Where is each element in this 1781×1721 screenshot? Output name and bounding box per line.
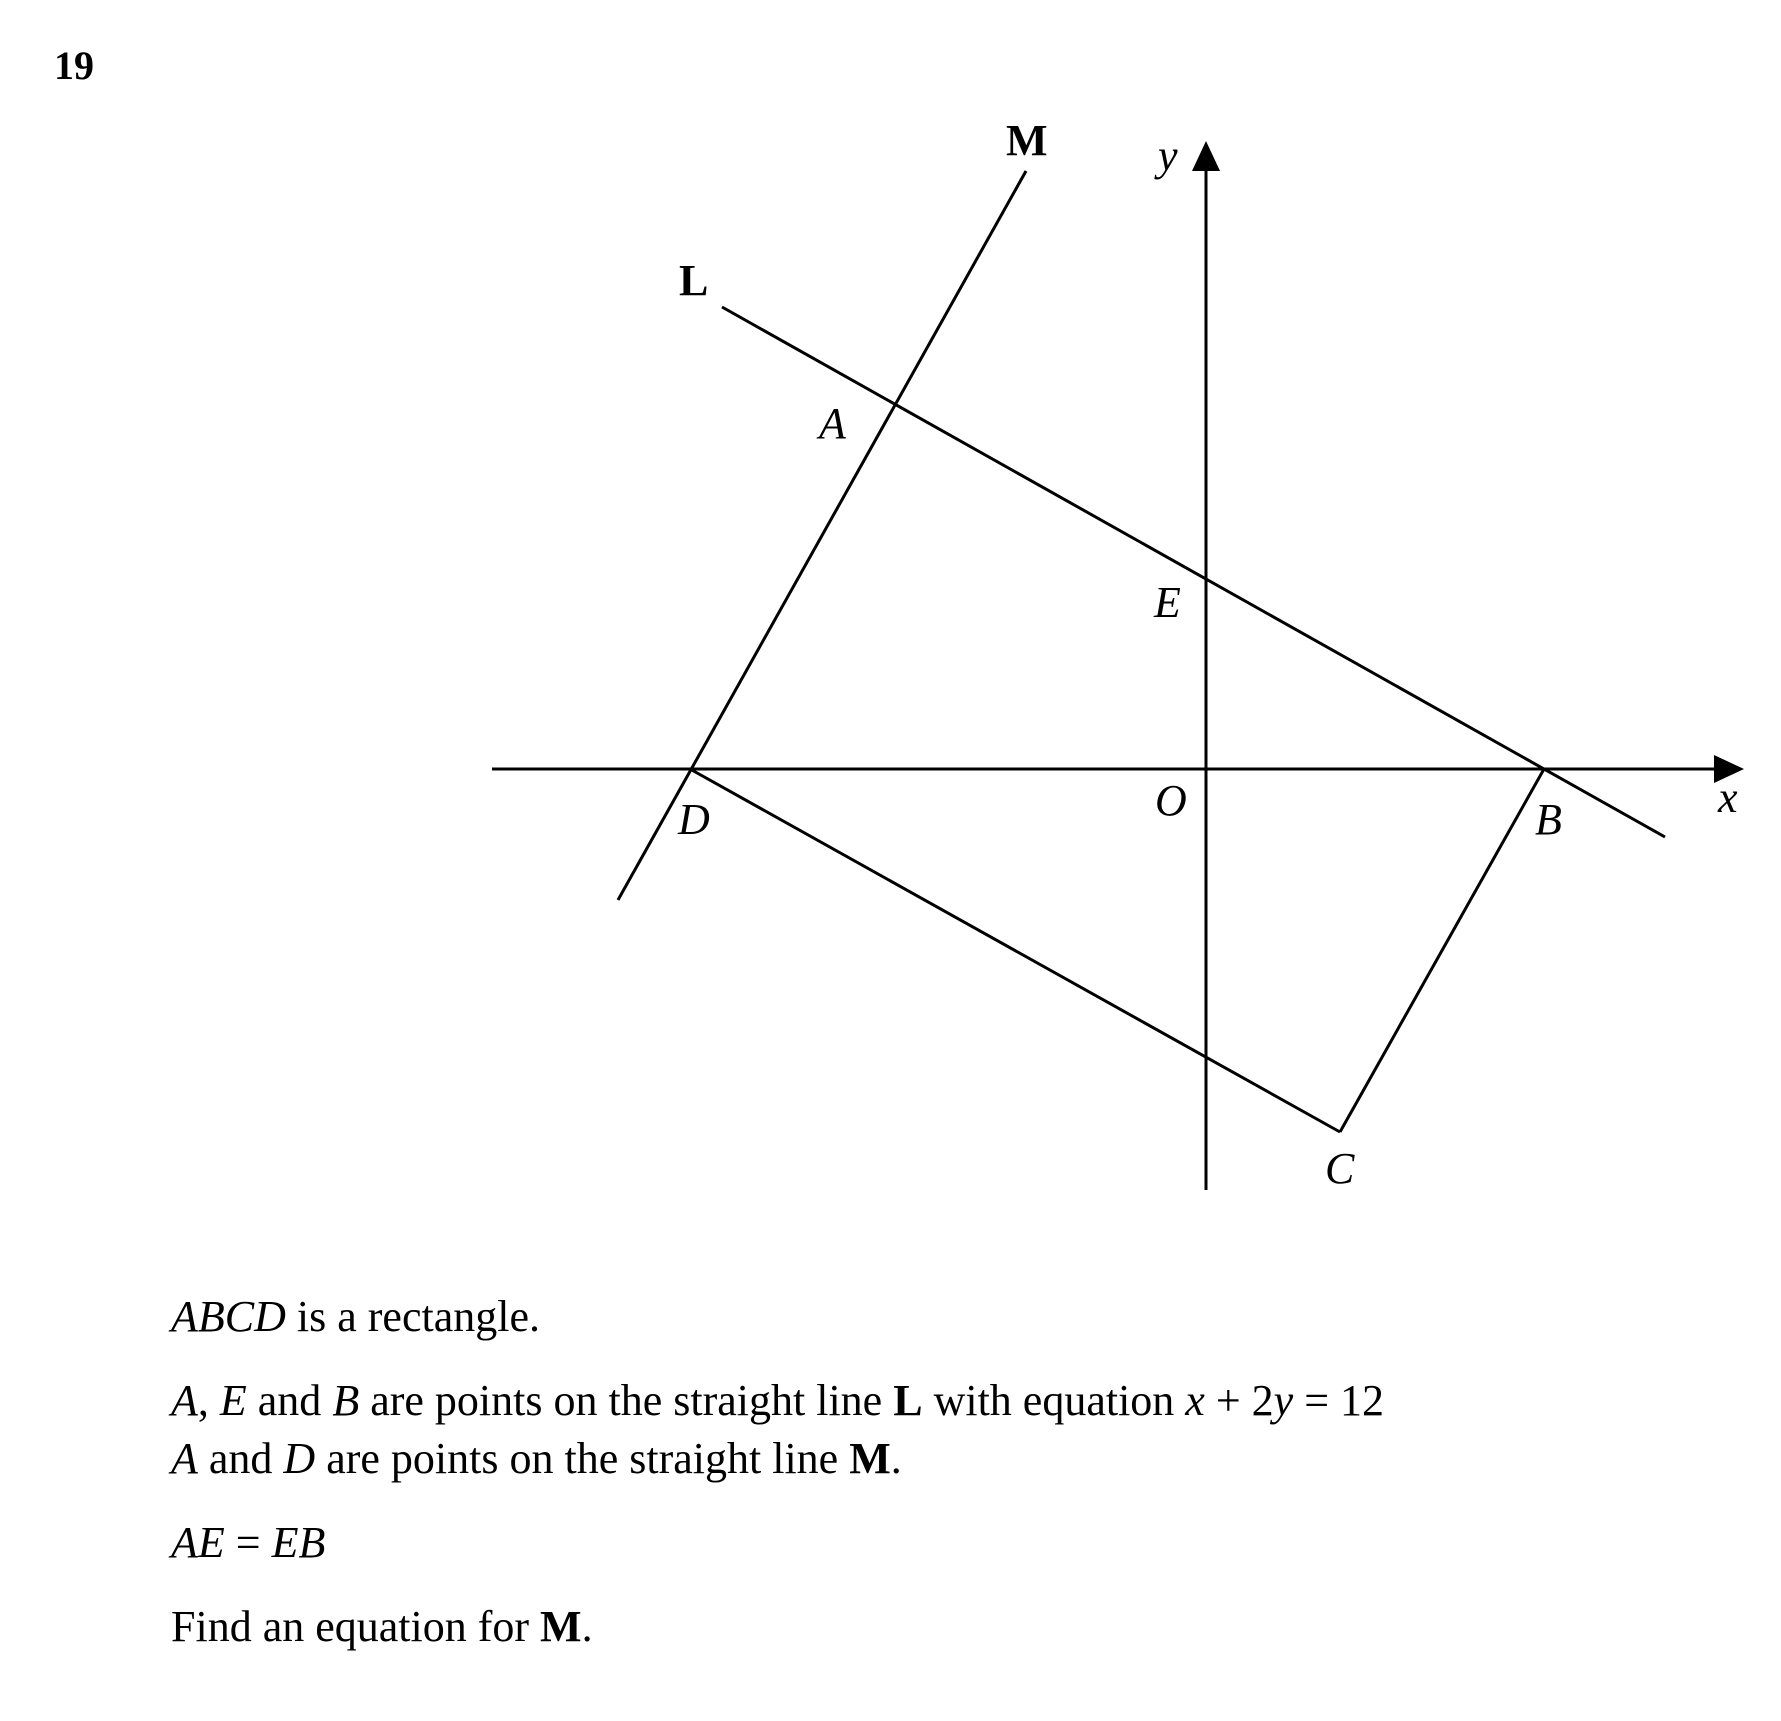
line-ref: L [893,1376,923,1425]
statement-line-M [171,1430,1384,1488]
rectangle-name: ABCD [171,1292,286,1341]
point-ref: B [332,1376,360,1425]
point-B-label: B [1535,795,1562,844]
line-L [722,307,1665,837]
y-axis-arrowhead [1192,141,1220,171]
text-span: . [890,1434,902,1483]
text-span: , [197,1376,220,1425]
point-C-label: C [1325,1144,1355,1193]
point-ref: E [219,1376,247,1425]
text-span: and [197,1434,284,1483]
point-O-label: O [1155,776,1187,825]
text-span: Find an equation for [171,1602,541,1651]
x-axis-label: x [1718,773,1738,822]
line-ref: M [849,1434,891,1483]
statement-line-L [171,1372,1384,1430]
side-CB [1340,769,1544,1132]
statement-rectangle [171,1288,1384,1346]
statement-equal-lengths [171,1514,1384,1572]
text-span: with equation [922,1376,1186,1425]
statement-rest: is a rectangle. [285,1292,540,1341]
segment-ref: EB [271,1518,326,1567]
text-span: and [246,1376,333,1425]
y-axis-label: y [1158,131,1178,180]
variable: x [1185,1376,1205,1425]
side-DC [690,769,1340,1132]
text-span: are points on the straight line [359,1376,894,1425]
text-span: . [581,1602,593,1651]
line-ref: M [540,1602,582,1651]
question-number: 19 [54,43,94,88]
text-span: are points on the straight line [315,1434,850,1483]
point-ref: A [171,1434,198,1483]
text-span: + 2 [1204,1376,1274,1425]
point-A-label: A [819,399,846,448]
point-ref: D [283,1434,316,1483]
segment-ref: AE [171,1518,225,1567]
point-ref: A [171,1376,198,1425]
point-E-label: E [1154,578,1181,627]
variable: y [1273,1376,1294,1425]
question-text [171,1288,1384,1656]
line-M-label: M [1006,116,1048,165]
line-L-label: L [679,256,709,305]
text-span: = 12 [1293,1376,1385,1425]
text-span: = [224,1518,272,1567]
task-instruction [171,1598,1384,1656]
point-D-label: D [678,795,710,844]
